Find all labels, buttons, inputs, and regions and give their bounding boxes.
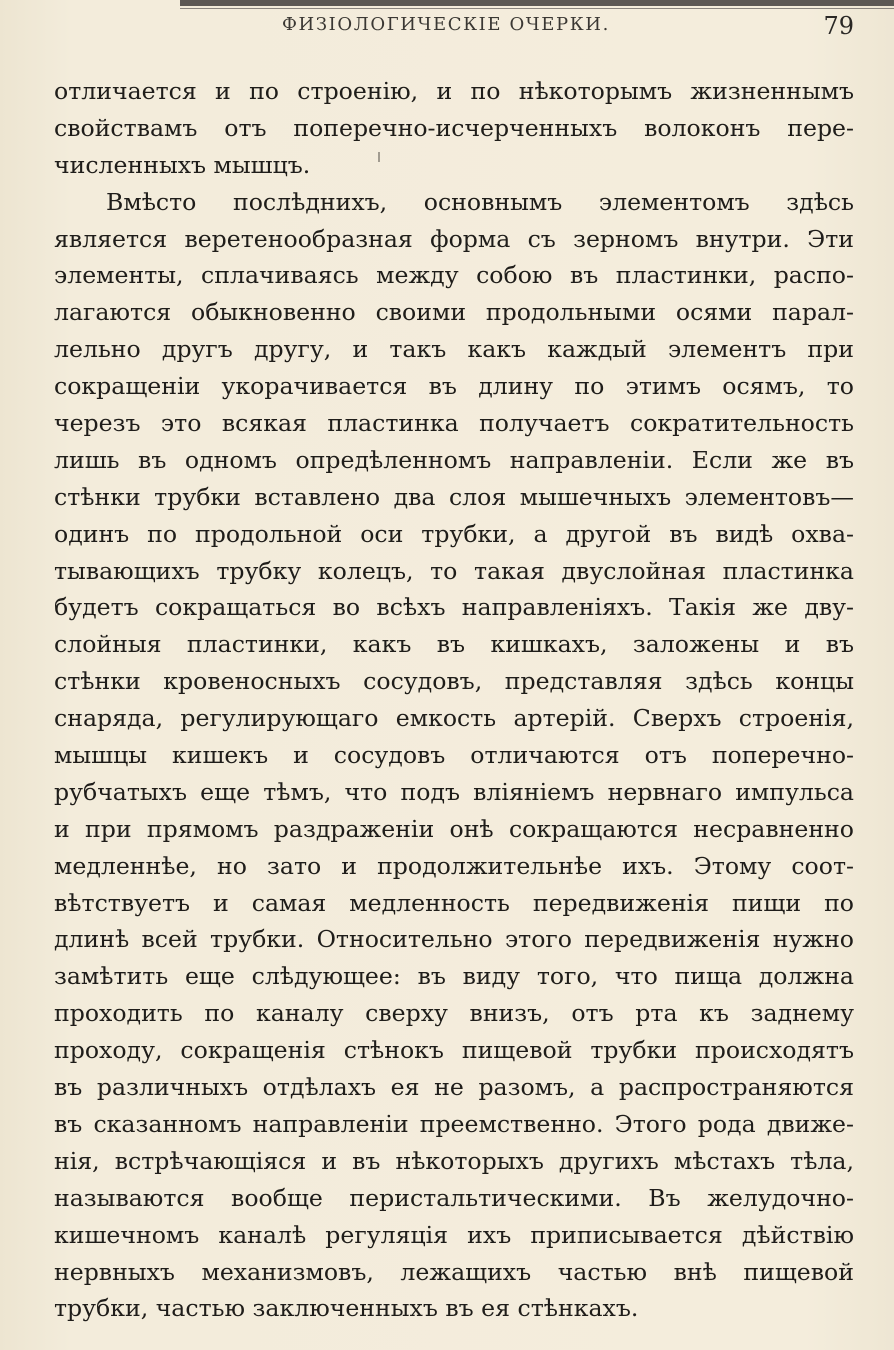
header-rule-thin: [180, 8, 894, 9]
running-title: ФИЗІОЛОГИЧЕСКІЕ ОЧЕРКИ.: [282, 14, 610, 35]
text-line: въ различныхъ отдѣлахъ ея не разомъ, а распространяются: [54, 1073, 854, 1102]
text-line: рубчатыхъ еще тѣмъ, что подъ вліяніемъ нервнаго импульса: [54, 777, 854, 806]
text-line: трубки, частью заключенныхъ въ ея стѣнкахъ.: [54, 1294, 639, 1323]
text-line: численныхъ мышцъ.: [54, 150, 311, 179]
text-line: одинъ по продольной оси трубки, а другой въ видѣ охва-: [54, 519, 854, 548]
text-line: нія, встрѣчающіяся и въ нѣкоторыхъ другихъ мѣстахъ тѣла,: [54, 1146, 854, 1175]
text-line: снаряда, регулирующаго емкость артерій. Сверхъ строенія,: [54, 704, 854, 733]
text-line: лишь въ одномъ опредѣленномъ направленіи. Если же въ: [54, 445, 854, 474]
text-line: медленнѣе, но зато и продолжительнѣе ихъ. Этому соот-: [54, 851, 854, 880]
body-text: [54, 73, 854, 1327]
text-line: черезъ это всякая пластинка получаетъ сократительность: [54, 409, 854, 438]
page-number: 79: [823, 12, 854, 40]
text-line: стѣнки трубки вставлено два слоя мышечныхъ элементовъ—: [54, 482, 854, 511]
text-line: сокращеніи укорачивается въ длину по этимъ осямъ, то: [54, 372, 854, 401]
text-line: является веретенообразная форма съ зерномъ внутри. Эти: [54, 224, 854, 253]
text-line: стѣнки кровеносныхъ сосудовъ, представляя здѣсь концы: [54, 667, 854, 696]
text-line: кишечномъ каналѣ регуляція ихъ приписывается дѣйствію: [54, 1220, 854, 1249]
paragraph-start-line: Вмѣсто послѣднихъ, основнымъ элементомъ здѣсь: [106, 187, 854, 216]
text-line: элементы, сплачиваясь между собою въ пластинки, распо-: [54, 261, 854, 290]
text-line: отличается и по строенію, и по нѣкоторымъ жизненнымъ: [54, 77, 854, 105]
text-line: вѣтствуетъ и самая медленность передвиженія пищи по: [54, 888, 854, 917]
text-line: свойствамъ отъ поперечно-исчерченныхъ волоконъ пере-: [54, 113, 854, 142]
text-line: нервныхъ механизмовъ, лежащихъ частью внѣ пищевой: [54, 1257, 854, 1286]
text-line: тывающихъ трубку колецъ, то такая двуслойная пластинка: [54, 556, 854, 585]
text-line: будетъ сокращаться во всѣхъ направленіяхъ. Такія же дву-: [54, 593, 854, 622]
text-line: лельно другъ другу, и такъ какъ каждый элементъ при: [54, 335, 854, 364]
text-line: называются вообще перистальтическими. Въ желудочно-: [54, 1183, 854, 1212]
text-line: и при прямомъ раздраженіи онѣ сокращаются несравненно: [54, 814, 854, 843]
text-line: замѣтить еще слѣдующее: въ виду того, что пища должна: [54, 962, 854, 991]
text-line: въ сказанномъ направленіи преемственно. Этого рода движе-: [54, 1109, 854, 1138]
text-line: длинѣ всей трубки. Относительно этого передвиженія нужно: [54, 925, 854, 954]
header-rule: [180, 0, 894, 6]
text-line: проходу, сокращенія стѣнокъ пищевой трубки происходятъ: [54, 1036, 854, 1065]
text-line: мышцы кишекъ и сосудовъ отличаются отъ поперечно-: [54, 741, 854, 770]
text-line: лагаются обыкновенно своими продольными осями парал-: [54, 298, 854, 327]
text-line: слойныя пластинки, какъ въ кишкахъ, заложены и въ: [54, 630, 854, 659]
text-line: проходить по каналу сверху внизъ, отъ рта къ заднему: [54, 999, 854, 1028]
